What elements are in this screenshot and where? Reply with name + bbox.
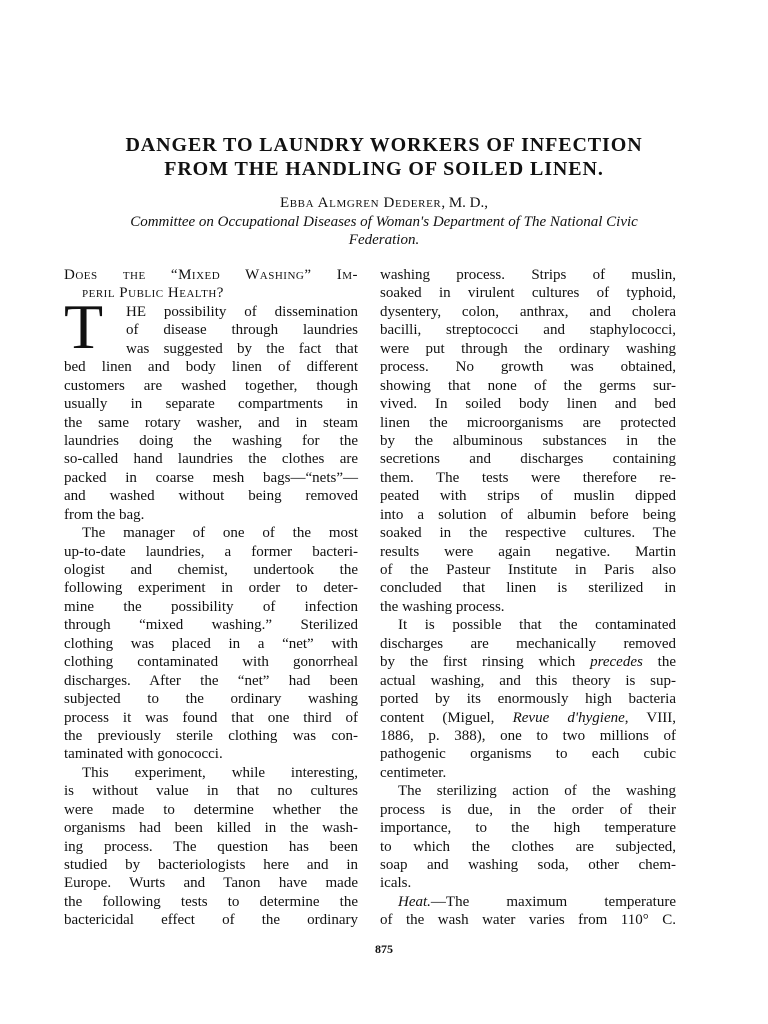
text-line: up-to-date laundries, a former bacteri-	[64, 543, 358, 560]
text-line: usually in separate compartments in	[64, 396, 358, 413]
text-line: dysentery, colon, anthrax, and cholera	[380, 303, 676, 320]
text-line: organisms had been killed in the wash-	[64, 820, 358, 837]
text-line: mine the possibility of infection	[64, 598, 358, 615]
text-line: discharges are mechanically removed	[380, 635, 676, 652]
author-byline	[40, 194, 728, 212]
text-line: was suggested by the fact that	[126, 340, 358, 357]
text-line: were made to determine whether the	[64, 801, 358, 818]
text-line: the washing process.	[380, 598, 505, 615]
text-line: clothing was placed in a “net” with	[64, 635, 358, 652]
text-line: This experiment, while interesting,	[82, 764, 358, 781]
text-line: soap and washing soda, other chem-	[380, 857, 676, 873]
text-line: process it was found that one third of	[64, 709, 358, 726]
text-line: ologist and chemist, undertook the	[64, 562, 358, 578]
text-line: 1886, p. 388), one to two millions of	[380, 727, 676, 744]
text-line: the following tests to determine the	[64, 893, 358, 910]
text-line: laundries doing the washing for the	[64, 432, 358, 449]
text-line: of the wash water varies from 110° C.	[380, 912, 676, 929]
affiliation-line-1: Committee on Occupational Diseases of Woman's Department of The National Civic	[130, 214, 638, 230]
text-line: subjected to the ordinary washing	[64, 691, 358, 708]
text-line: customers are washed together, though	[64, 377, 358, 394]
text-line: into a solution of albumin before being	[380, 506, 676, 523]
author-degree: , M. D.,	[441, 195, 488, 211]
affiliation-line-2: Federation.	[348, 232, 420, 248]
text-line: to which the clothes are subjected,	[380, 838, 676, 855]
text-line: pathogenic organisms to each cubic	[380, 746, 676, 763]
text-line: and washed without being removed	[64, 488, 358, 505]
italic-text: Heat.	[398, 893, 431, 910]
text-line: process is due, in the order of their	[380, 801, 676, 818]
text-line: soaked in the respective cultures. The	[380, 525, 676, 542]
text-line: centimeter.	[380, 764, 447, 781]
text-line: The sterilizing action of the washing	[398, 783, 676, 800]
text-line: ing process. The question has been	[64, 838, 358, 855]
text-line: soaked in virulent cultures of typhoid,	[380, 285, 676, 302]
text-line: icals.	[380, 875, 412, 892]
text-line: vived. In soiled body linen and bed	[380, 396, 676, 413]
left-column	[64, 266, 358, 930]
text-line: secretions and discharges containing	[380, 451, 676, 468]
article-title-line-1: DANGER TO LAUNDRY WORKERS OF INFECTION	[125, 134, 643, 156]
text-line: through “mixed washing.” Sterilized	[64, 617, 358, 634]
italic-text: precedes	[590, 654, 643, 671]
text-line: by the albuminous substances in the	[380, 432, 676, 449]
text-line: of disease through laundries	[126, 322, 358, 339]
text-line: The manager of one of the most	[82, 525, 358, 542]
text-line: from the bag.	[64, 506, 145, 523]
article-title	[40, 133, 728, 181]
text-line: content (Miguel, Revue d'hygiene, VIII,	[380, 709, 676, 726]
text-line: ported by its enormously high bacteria	[380, 691, 676, 708]
section-heading-line-1: Does the “Mixed Washing” Im-	[64, 267, 358, 283]
text-line: bacilli, streptococci and staphylococci,	[380, 322, 676, 339]
text-line: discharges. After the “net” had been	[64, 672, 358, 689]
text-line: by the first rinsing which precedes the	[380, 654, 676, 671]
text-line: following experiment in order to deter-	[64, 580, 358, 597]
drop-cap: T	[64, 291, 104, 362]
text-line: the same rotary washer, and in steam	[64, 414, 358, 431]
article-title-line-2: FROM THE HANDLING OF SOILED LINEN.	[164, 158, 604, 180]
text-line: results were again negative. Martin	[380, 543, 676, 560]
text-line: Europe. Wurts and Tanon have made	[64, 875, 358, 892]
right-column	[380, 266, 676, 930]
text-line: HE possibility of dissemination	[126, 303, 358, 320]
text-line: packed in coarse mesh bags—“nets”—	[64, 469, 358, 486]
text-line: washing process. Strips of muslin,	[380, 267, 676, 283]
text-line: them. The tests were therefore re-	[380, 469, 676, 486]
italic-text: Revue d'hygiene	[512, 709, 625, 726]
text-line: process. No growth was obtained,	[380, 359, 676, 376]
text-line: clothing contaminated with gonorrheal	[64, 654, 358, 671]
text-line: peated with strips of muslin dipped	[380, 488, 676, 505]
text-line: concluded that linen is sterilized in	[380, 580, 676, 597]
page-number: 875	[375, 942, 393, 956]
text-line: actual washing, and this theory is sup-	[380, 672, 676, 689]
author-name: Ebba Almgren Dederer	[279, 195, 442, 211]
author-affiliation	[40, 213, 728, 249]
left-column-text	[64, 303, 358, 930]
text-line: the previously sterile clothing was con-	[64, 727, 358, 744]
section-heading-line-2: peril Public Health?	[82, 285, 224, 302]
text-line: It is possible that the contaminated	[398, 617, 676, 634]
text-line: studied by bacteriologists here and in	[64, 857, 358, 873]
text-line: Heat.—The maximum temperature	[398, 893, 676, 910]
text-line: taminated with gonococci.	[64, 746, 223, 763]
text-line: bactericidal effect of the ordinary	[64, 912, 358, 929]
text-line: of the Pasteur Institute in Paris also	[380, 562, 676, 578]
text-line: importance, to the high temperature	[380, 820, 676, 837]
text-line: is without value in that no cultures	[64, 783, 358, 800]
text-line: so-called hand laundries the clothes are	[64, 451, 358, 468]
text-line: were put through the ordinary washing	[380, 340, 676, 357]
text-line: bed linen and body linen of different	[64, 359, 358, 376]
text-line: showing that none of the germs sur-	[380, 377, 676, 394]
right-column-text	[380, 266, 676, 930]
text-line: linen the microorganisms are protected	[380, 414, 676, 431]
